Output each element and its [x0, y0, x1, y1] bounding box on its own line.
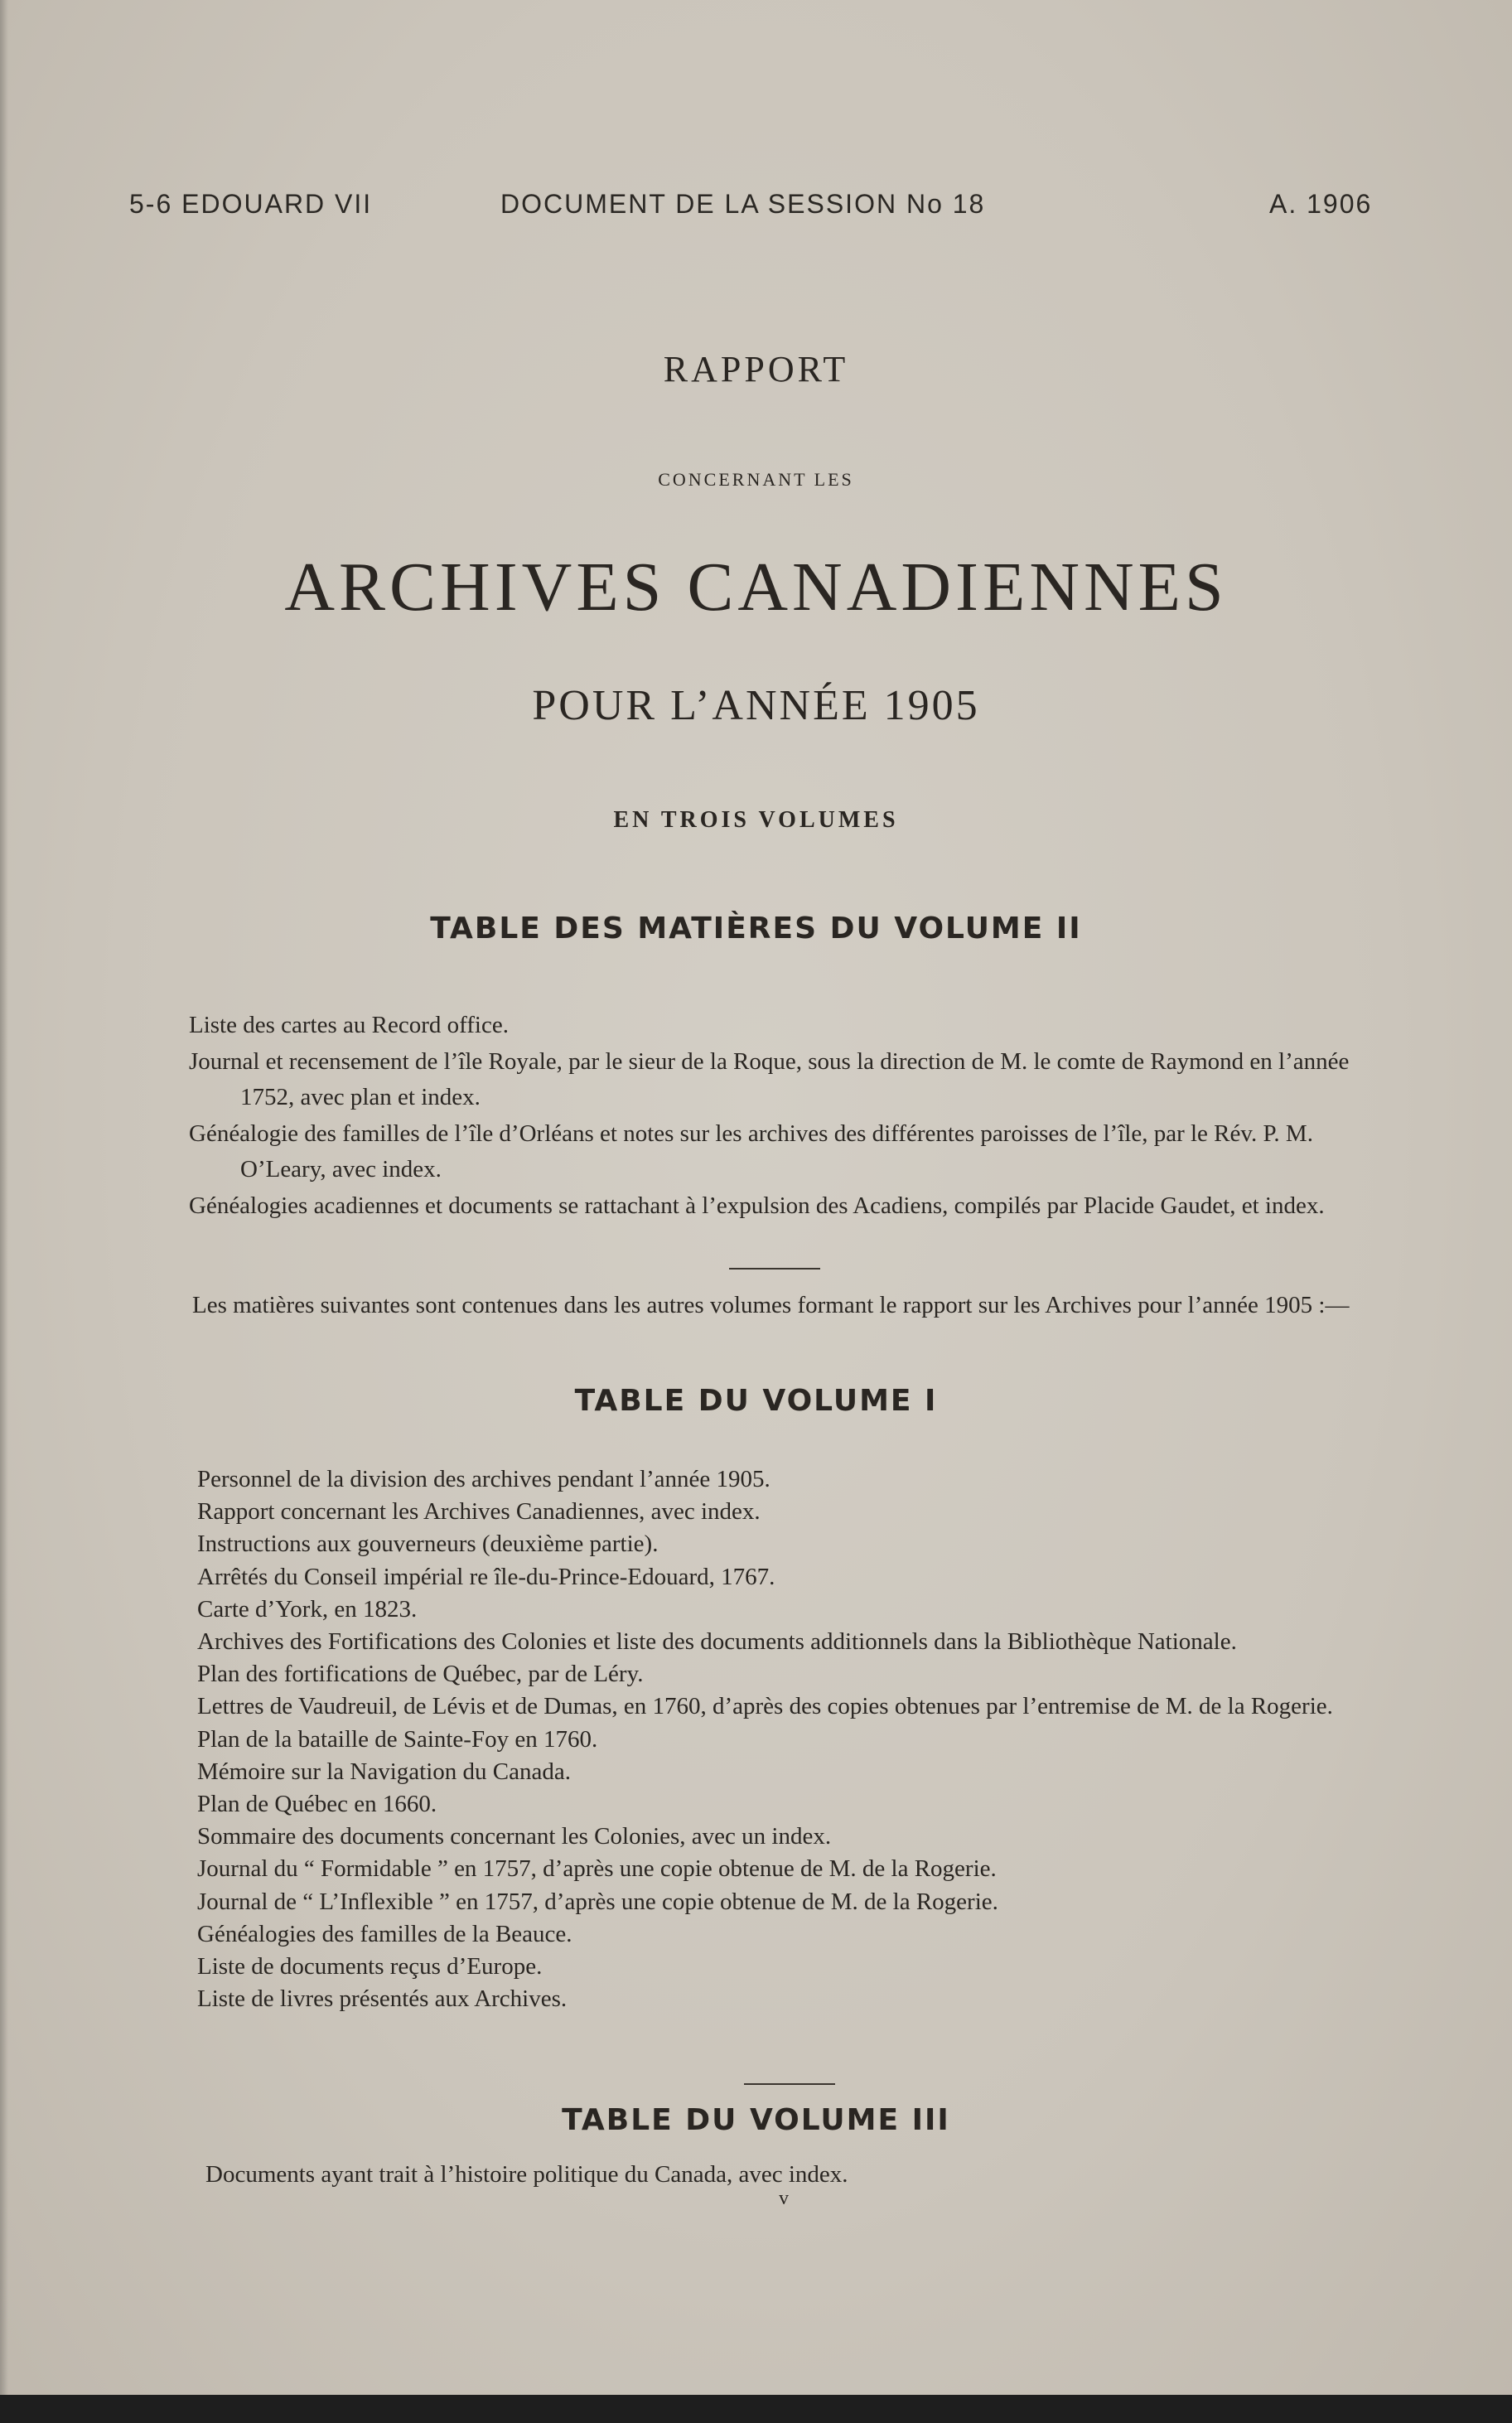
title-volumes: EN TROIS VOLUMES	[613, 807, 899, 833]
divider-rule	[744, 2083, 835, 2085]
list-item: Journal du “ Formidable ” en 1757, d’après une copie obtenue de M. de la Rogerie.	[197, 1855, 997, 1883]
list-item: Archives des Fortifications des Colonies et liste des documents additionnels dans la Bibliothèque Nationale.	[197, 1628, 1237, 1656]
list-item: Mémoire sur la Navigation du Canada.	[197, 1758, 571, 1785]
title-archives: ARCHIVES CANADIENNES	[284, 549, 1228, 626]
list-item: Liste de documents reçus d’Europe.	[197, 1953, 543, 1980]
list-item: Journal et recensement de l’île Royale, par le sieur de la Roque, sous la direction de M. le comte de Raymond en l’année 1752, avec plan et index.	[189, 1048, 1350, 1110]
list-item: Instructions aux gouverneurs (deuxième partie).	[197, 1531, 659, 1558]
volume2-heading: TABLE DES MATIÈRES DU VOLUME II	[430, 912, 1082, 946]
list-item: Liste des cartes au Record office.	[189, 1012, 509, 1038]
scan-bottom-border	[0, 2395, 1512, 2423]
list-item: Généalogies des familles de la Beauce.	[197, 1920, 572, 1947]
list-item: Généalogies acadiennes et documents se rattachant à l’expulsion des Acadiens, compilés par Placide Gaudet, et index.	[189, 1192, 1325, 1219]
list-item: Journal de “ L’Inflexible ” en 1757, d’après une copie obtenue de M. de la Rogerie.	[197, 1888, 998, 1915]
page-folio: v	[779, 2188, 789, 2209]
header-right: A. 1906	[1269, 189, 1373, 219]
header-left: 5-6 EDOUARD VII	[129, 189, 373, 219]
list-item: Carte d’York, en 1823.	[197, 1595, 418, 1623]
volume3-heading: TABLE DU VOLUME III	[562, 2103, 950, 2137]
volume1-list	[197, 1463, 1415, 2015]
volume1-heading: TABLE DU VOLUME I	[574, 1384, 938, 1418]
title-concernant: CONCERNANT LES	[658, 469, 854, 490]
intro-paragraph: Les matières suivantes sont contenues dans les autres volumes formant le rapport sur les Archives pour l’année 1905 :—	[192, 1292, 1350, 1318]
title-rapport: RAPPORT	[663, 349, 849, 389]
divider-rule	[729, 1268, 820, 1270]
list-item: Rapport concernant les Archives Canadiennes, avec index.	[197, 1498, 761, 1526]
list-item: Plan des fortifications de Québec, par de Léry.	[197, 1661, 644, 1688]
list-item: Liste de livres présentés aux Archives.	[197, 1985, 568, 2013]
list-item: Sommaire des documents concernant les Colonies, avec un index.	[197, 1823, 832, 1850]
volume3-item: Documents ayant trait à l’histoire politique du Canada, avec index.	[205, 2161, 848, 2188]
list-item: Arrêtés du Conseil impérial re île-du-Prince-Edouard, 1767.	[197, 1563, 775, 1590]
list-item: Lettres de Vaudreuil, de Lévis et de Dumas, en 1760, d’après des copies obtenues par l’entremise de M. de la Rogerie.	[197, 1693, 1333, 1720]
list-item: Généalogie des familles de l’île d’Orléans et notes sur les archives des différentes paroisses de l’île, par le Rév. P. M. O’Leary, avec index.	[189, 1120, 1313, 1182]
list-item: Personnel de la division des archives pendant l’année 1905.	[197, 1466, 770, 1492]
volume2-list	[189, 1008, 1398, 1225]
title-annee: POUR L’ANNÉE 1905	[532, 682, 980, 729]
list-item: Plan de la bataille de Sainte-Foy en 1760.	[197, 1725, 598, 1753]
header-center: DOCUMENT DE LA SESSION No 18	[500, 189, 986, 219]
list-item: Plan de Québec en 1660.	[197, 1791, 437, 1818]
